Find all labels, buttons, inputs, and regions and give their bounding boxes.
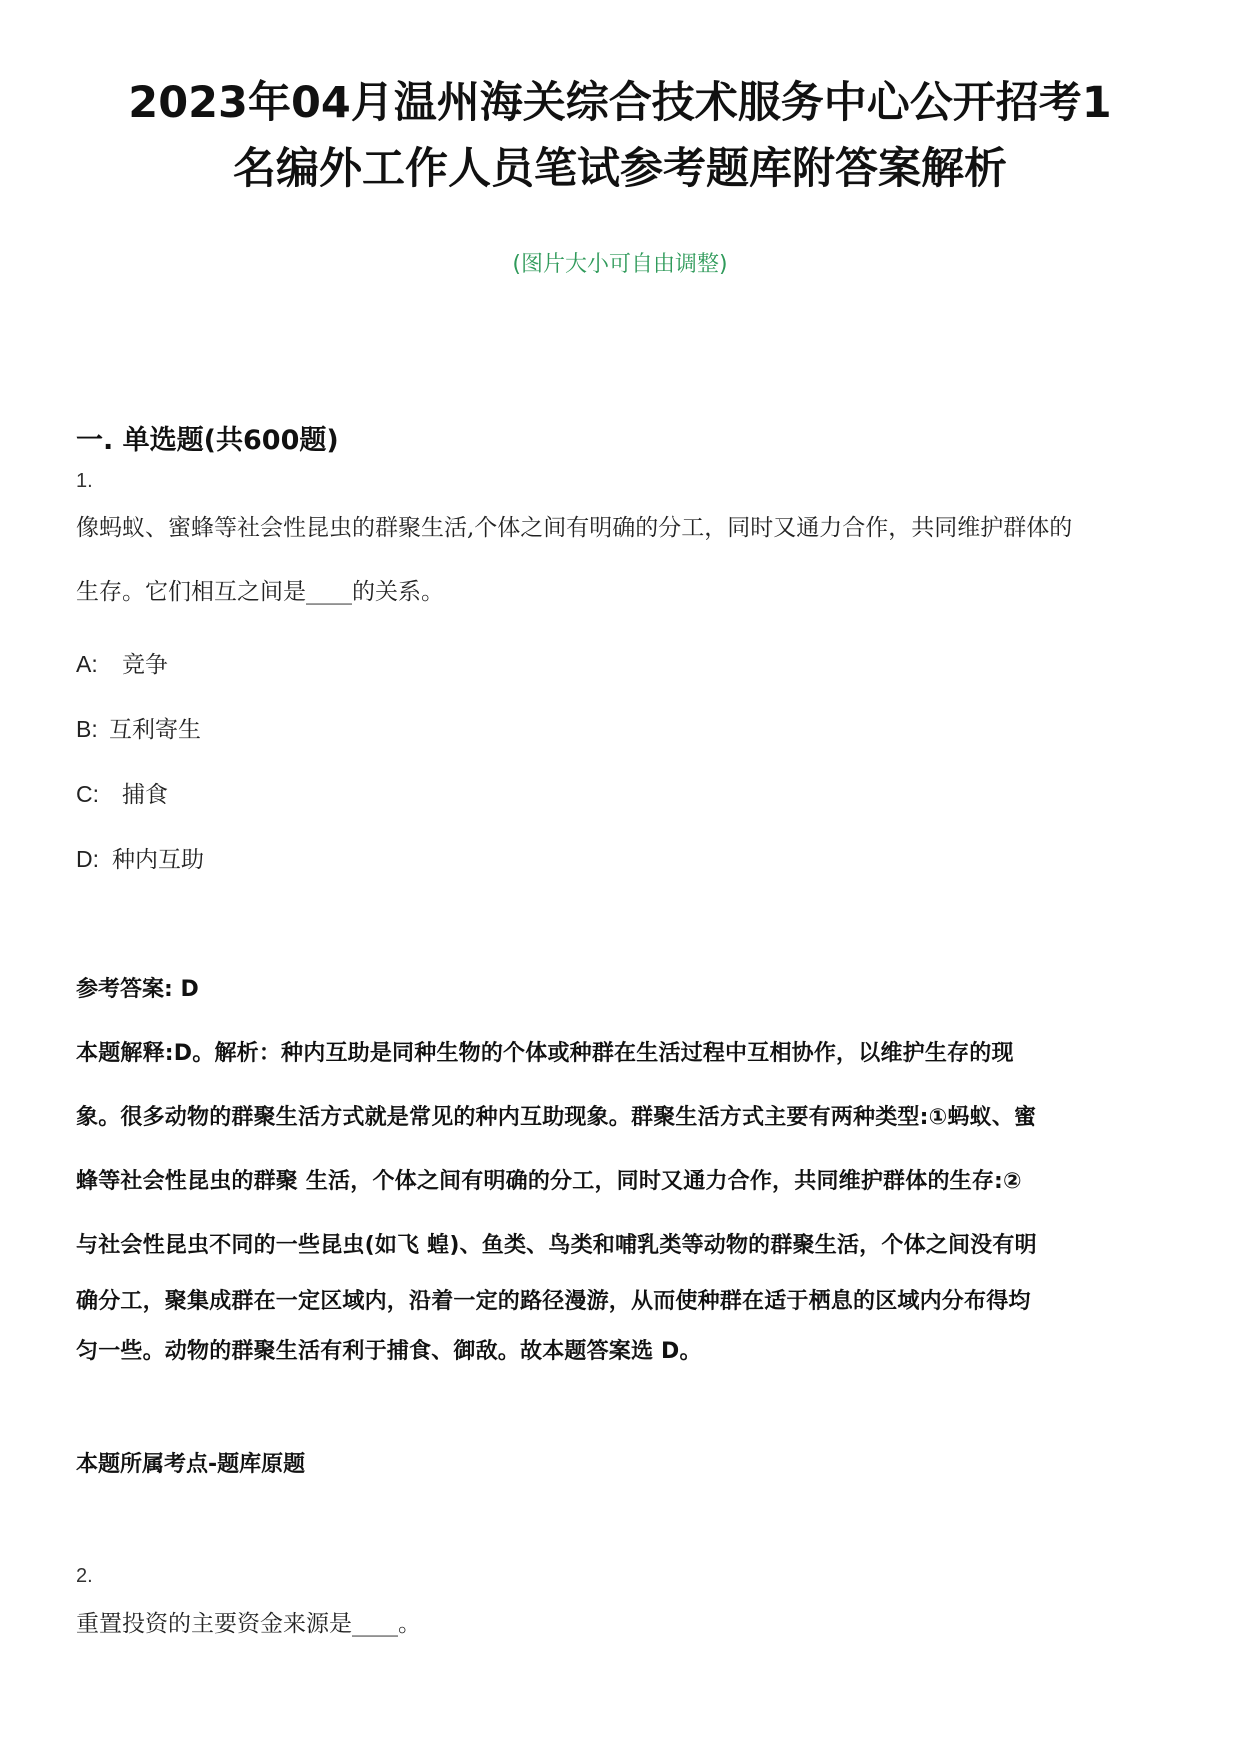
image-resize-note: (图片大小可自由调整)	[512, 252, 728, 277]
question-stem	[76, 1592, 1176, 1656]
stem-line: 重置投资的主要资金来源是____。	[76, 1611, 421, 1637]
stem-line: 像蚂蚁、蜜蜂等社会性昆虫的群聚生活,个体之间有明确的分工，同时又通力合作，共同维护群体的	[76, 515, 1073, 541]
question-number: 2.	[76, 1565, 93, 1587]
option-c	[76, 776, 168, 809]
option-letter: D:	[76, 846, 99, 872]
option-letter: A:	[76, 651, 98, 677]
explanation-text: 匀一些。动物的群聚生活有利于捕食、御敌。故本题答案选 D。	[76, 1339, 702, 1364]
title-line-1: 2023年04月温州海关综合技术服务中心公开招考1	[128, 78, 1112, 128]
option-a	[76, 646, 168, 679]
explanation-text: 象。很多动物的群聚生活方式就是常见的种内互助现象。群聚生活方式主要有两种类型:①蚂蚁、蜜	[76, 1105, 1037, 1130]
option-letter: C:	[76, 781, 99, 807]
section-heading: 一. 单选题(共600题)	[76, 425, 339, 456]
option-text: 互利寄生	[109, 717, 201, 743]
reference-answer: 参考答案: D	[76, 977, 199, 1002]
explanation-text: 确分工，聚集成群在一定区域内，沿着一定的路径漫游，从而使种群在适于栖息的区域内分布得均	[76, 1289, 1031, 1314]
explanation-text: 本题解释:D。解析：种内互助是同种生物的个体或种群在生活过程中互相协作，以维护生存的现	[76, 1041, 1014, 1066]
option-d	[76, 841, 204, 874]
document-title	[60, 70, 1180, 202]
title-line-2: 名编外工作人员笔试参考题库附答案解析	[233, 144, 1007, 194]
option-letter: B:	[76, 716, 98, 742]
option-text: 捕食	[122, 782, 168, 808]
question-number: 1.	[76, 470, 93, 492]
question-topic: 本题所属考点-题库原题	[76, 1452, 306, 1477]
option-text: 种内互助	[112, 847, 204, 873]
question-stem	[76, 496, 1176, 624]
stem-line: 生存。它们相互之间是____的关系。	[76, 579, 444, 605]
explanation-text: 与社会性昆虫不同的一些昆虫(如飞 蝗)、鱼类、鸟类和哺乳类等动物的群聚生活，个体之间没有明	[76, 1233, 1037, 1258]
option-text: 竞争	[122, 652, 168, 678]
explanation-text: 蜂等社会性昆虫的群聚 生活，个体之间有明确的分工，同时又通力合作，共同维护群体的生存:②	[76, 1169, 1022, 1194]
option-b	[76, 711, 201, 744]
